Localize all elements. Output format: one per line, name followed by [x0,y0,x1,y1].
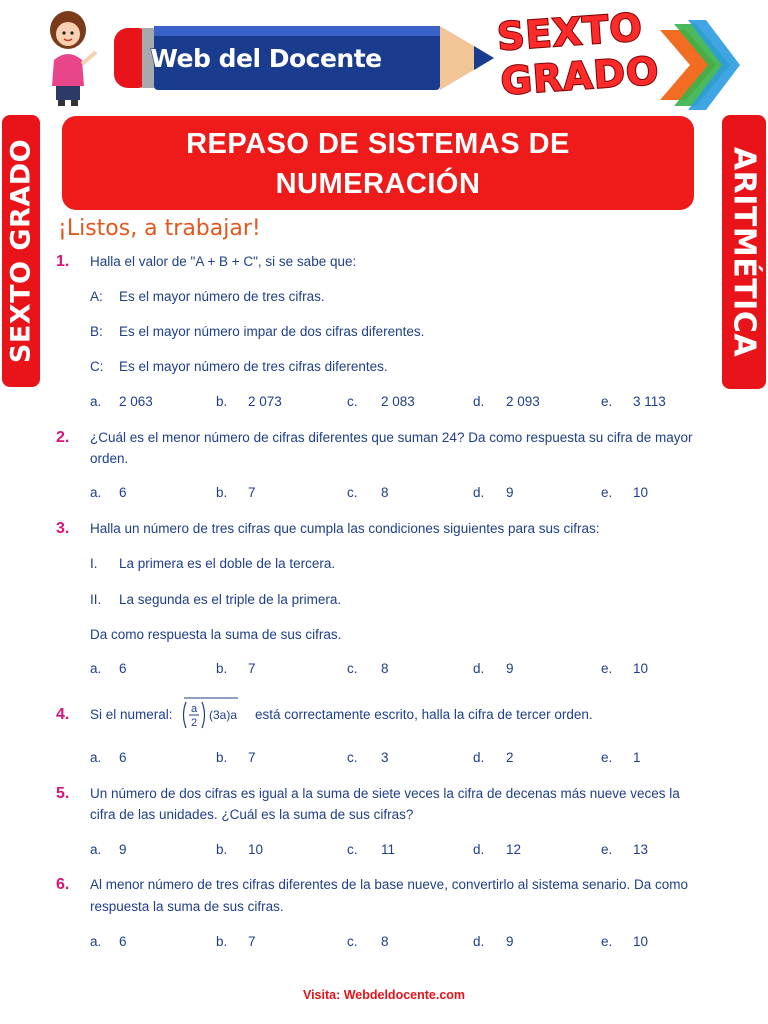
option-letter: b. [216,934,228,949]
option-letter: a. [90,485,102,500]
option-value: 9 [506,934,514,949]
option-value: 7 [248,661,256,676]
question-text: está correctamente escrito, halla la cifra de tercer orden. [255,707,593,722]
option-letter: e. [601,750,613,765]
question-number: 2. [56,429,70,446]
option-value: 1 [633,750,641,765]
option-letter: c. [347,394,358,409]
option-letter: e. [601,661,613,676]
option-letter: b. [216,394,228,409]
chevron-arrows-icon [660,20,740,110]
option-value: 10 [248,842,264,857]
option-letter: d. [473,934,485,949]
option-value: 10 [633,661,649,676]
item-label: A: [90,289,103,304]
option-value: 3 [381,750,389,765]
page-title-line-1: REPASO DE SISTEMAS DE [186,128,570,160]
option-value: 10 [633,485,649,500]
question-number: 6. [56,876,70,893]
option-letter: b. [216,842,228,857]
numeral-denominator: 2 [190,717,198,729]
option-letter: c. [347,661,358,676]
subtitle: ¡Listos, a trabajar! [58,216,261,241]
page-header [0,0,768,112]
question-note: Da como respuesta la suma de sus cifras. [90,627,342,642]
question-text: Halla un número de tres cifras que cumpla las condiciones siguientes para sus cifras: [90,521,600,536]
question-text: respuesta la suma de sus cifras. [90,899,284,914]
option-value: 6 [119,661,127,676]
side-banner-grade [2,115,40,387]
option-letter: a. [90,750,102,765]
option-letter: b. [216,661,228,676]
item-label: I. [90,556,98,571]
side-banner-subject-text: ARITMÉTICA [726,146,762,358]
option-letter: a. [90,394,102,409]
option-letter: a. [90,842,102,857]
numeral-numerator: a [190,703,198,715]
question-number: 5. [56,785,70,802]
option-value: 7 [248,485,256,500]
grade-badge [470,4,670,110]
option-value: 2 073 [248,394,282,409]
option-letter: b. [216,750,228,765]
option-value: 9 [506,485,514,500]
option-letter: d. [473,661,485,676]
grade-line-1: SEXTO [495,4,645,60]
option-value: 10 [633,934,649,949]
item-text: La segunda es el triple de la primera. [119,592,342,607]
option-letter: c. [347,842,358,857]
option-value: 2 [506,750,514,765]
question-text: orden. [90,451,129,466]
option-letter: e. [601,485,613,500]
question-number: 3. [56,520,70,537]
option-value: 2 083 [381,394,415,409]
item-text: La primera es el doble de la tercera. [119,556,336,571]
question-text: Si el numeral: [90,707,173,722]
option-value: 8 [381,661,389,676]
item-label: II. [90,592,102,607]
option-letter: b. [216,485,228,500]
option-letter: d. [473,485,485,500]
question-text: Un número de dos cifras es igual a la suma de siete veces la cifra de decenas más nueve veces la [90,786,680,801]
option-value: 3 113 [633,394,666,409]
side-banner-grade-text: SEXTO GRADO [5,138,37,364]
option-value: 7 [248,934,256,949]
page-title [62,116,694,210]
teacher-illustration-icon [38,8,100,108]
grade-line-2: GRADO [499,48,661,104]
side-banner-subject [722,115,766,389]
option-value: 6 [119,934,127,949]
option-value: 13 [633,842,649,857]
option-letter: e. [601,842,613,857]
option-letter: d. [473,394,485,409]
question-text: Halla el valor de "A + B + C", si se sabe que: [90,254,357,269]
option-value: 12 [506,842,522,857]
option-value: 11 [381,842,396,857]
option-letter: a. [90,661,102,676]
option-letter: d. [473,750,485,765]
option-letter: e. [601,394,613,409]
item-text: Es el mayor número de tres cifras. [119,289,325,304]
option-letter: a. [90,934,102,949]
item-text: Es el mayor número impar de dos cifras diferentes. [119,324,425,339]
option-letter: c. [347,485,358,500]
numeral-rest: (3a)a [209,708,238,722]
option-value: 2 063 [119,394,153,409]
option-letter: d. [473,842,485,857]
item-text: Es el mayor número de tres cifras diferentes. [119,359,388,374]
option-value: 8 [381,485,389,500]
option-value: 6 [119,485,127,500]
item-label: B: [90,324,103,339]
option-letter: c. [347,934,358,949]
question-text: cifra de las unidades. ¿Cuál es la suma de sus cifras? [90,807,414,822]
option-letter: c. [347,750,358,765]
option-value: 8 [381,934,389,949]
footer-link[interactable]: Visita: Webdeldocente.com [302,988,466,1002]
option-value: 9 [506,661,514,676]
page-title-line-2: NUMERACIÓN [275,168,481,200]
question-number: 4. [56,706,70,723]
option-letter: e. [601,934,613,949]
option-value: 2 093 [506,394,540,409]
question-number: 1. [56,253,70,270]
option-value: 6 [119,750,127,765]
question-text: ¿Cuál es el menor número de cifras diferentes que suman 24? Da como respuesta su cifra de mayor [90,430,693,445]
option-value: 7 [248,750,256,765]
option-value: 9 [119,842,127,857]
item-label: C: [90,359,104,374]
numeral-expression [180,697,240,733]
brand-name: Web del Docente [150,44,382,73]
question-text: Al menor número de tres cifras diferentes de la base nueve, convertirlo al sistema senario. Da como [90,877,689,892]
